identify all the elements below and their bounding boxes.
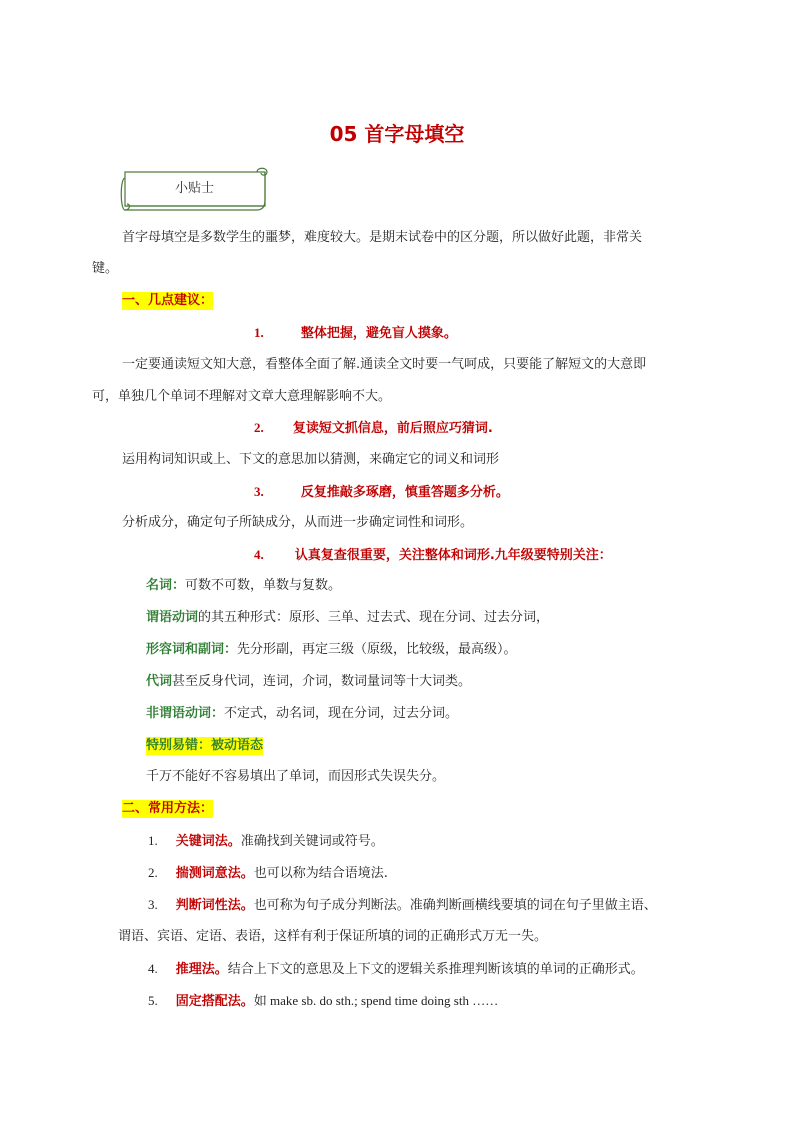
section2-heading: 二、常用方法： xyxy=(122,801,214,816)
intro-line-2: 键。 xyxy=(92,261,119,276)
method-4-label: 推理法。 xyxy=(175,962,228,977)
method-5-text: 如 make sb. do sth.; spend time doing sth …… xyxy=(253,993,499,1008)
item-3-body-line-1: 分析成分，确定句子所缺成分，从而进一步确定词性和词形。 xyxy=(122,515,474,530)
point-verb-text: 的其五种形式：原形、三单、过去式、现在分词、过去分词， xyxy=(198,610,550,625)
point-nonfinite-text: 不定式，动名词，现在分词，过去分词。 xyxy=(224,706,459,721)
method-4 xyxy=(148,960,644,979)
method-2-text: 也可以称为结合语境法. xyxy=(253,866,388,881)
method-3-text-line-2: 谓语、宾语、定语、表语，这样有利于保证所填的词的正确形式万无一失。 xyxy=(118,929,548,944)
item-1-body-line-2: 可，单独几个单词不理解对文章大意理解影响不大。 xyxy=(92,389,392,404)
item-1-body-line-1: 一定要通读短文知大意，看整体全面了解.通读全文时要一气呵成，只要能了解短文的大意即 xyxy=(122,357,647,372)
method-3-text: 也可称为句子成分判断法。准确判断画横线要填的词在句子里做主语、 xyxy=(253,898,657,913)
method-2-number: 2. xyxy=(148,865,158,880)
point-adj-adv-label: 形容词和副词： xyxy=(146,642,238,657)
point-nonfinite xyxy=(146,705,458,723)
tip-scroll-banner xyxy=(117,166,272,214)
point-noun-text: 可数不可数，单数与复数。 xyxy=(185,578,342,593)
item-2-title: 复读短文抓信息，前后照应巧猜词. xyxy=(292,421,493,436)
method-2 xyxy=(148,864,388,883)
method-4-number: 4. xyxy=(148,961,158,976)
point-pronoun-text: 甚至反身代词，连词，介词，数词量词等十大词类。 xyxy=(172,674,472,689)
intro-line-1: 首字母填空是多数学生的噩梦，难度较大。是期末试卷中的区分题，所以做好此题，非常关 xyxy=(122,230,643,245)
section1-heading: 一、几点建议： xyxy=(122,293,214,308)
point-nonfinite-label: 非谓语动词： xyxy=(146,706,225,721)
page-title: 05 首字母填空 xyxy=(329,122,465,146)
item-3-number: 3. xyxy=(254,484,264,499)
method-2-label: 揣测词意法。 xyxy=(175,866,254,881)
method-5 xyxy=(148,992,498,1011)
method-3-number: 3. xyxy=(148,897,158,912)
item-3-heading xyxy=(254,483,509,502)
item-2-number: 2. xyxy=(254,420,264,435)
point-verb-label: 谓语动词 xyxy=(146,610,199,625)
item-4-heading xyxy=(254,546,612,565)
item-1-heading xyxy=(254,324,457,343)
point-verb xyxy=(146,609,549,627)
item-2-body-line-1: 运用构词知识或上、下文的意思加以猜测，来确定它的词义和词形 xyxy=(122,452,500,467)
tip-label: 小贴士 xyxy=(174,181,214,196)
method-1-label: 关键词法。 xyxy=(175,834,241,849)
item-1-number: 1. xyxy=(254,325,264,340)
method-4-text: 结合上下文的意思及上下文的逻辑关系推理判断该填的单词的正确形式。 xyxy=(227,962,644,977)
point-pronoun-label: 代词 xyxy=(146,674,173,689)
point-adj-adv-text: 先分形副，再定三级（原级，比较级，最高级）。 xyxy=(237,642,517,657)
point-pronoun xyxy=(146,673,471,691)
special-text: 千万不能好不容易填出了单词，而因形式失误失分。 xyxy=(146,769,446,784)
item-3-title: 反复推敲多琢磨，慎重答题多分析。 xyxy=(300,485,509,500)
method-1 xyxy=(148,832,384,851)
item-2-heading xyxy=(254,419,493,438)
special-label: 特别易错：被动语态 xyxy=(146,738,264,753)
method-3 xyxy=(148,896,657,915)
method-1-number: 1. xyxy=(148,833,158,848)
point-noun xyxy=(146,577,341,595)
item-4-title: 认真复查很重要，关注整体和词形.九年级要特别关注： xyxy=(294,548,612,563)
item-4-number: 4. xyxy=(254,547,264,562)
point-adj-adv xyxy=(146,641,517,659)
method-1-text: 准确找到关键词或符号。 xyxy=(240,834,384,849)
method-5-number: 5. xyxy=(148,993,158,1008)
item-1-title: 整体把握，避免盲人摸象。 xyxy=(300,326,457,341)
method-5-label: 固定搭配法。 xyxy=(175,994,254,1009)
method-3-label: 判断词性法。 xyxy=(175,898,254,913)
point-noun-label: 名词： xyxy=(146,578,186,593)
